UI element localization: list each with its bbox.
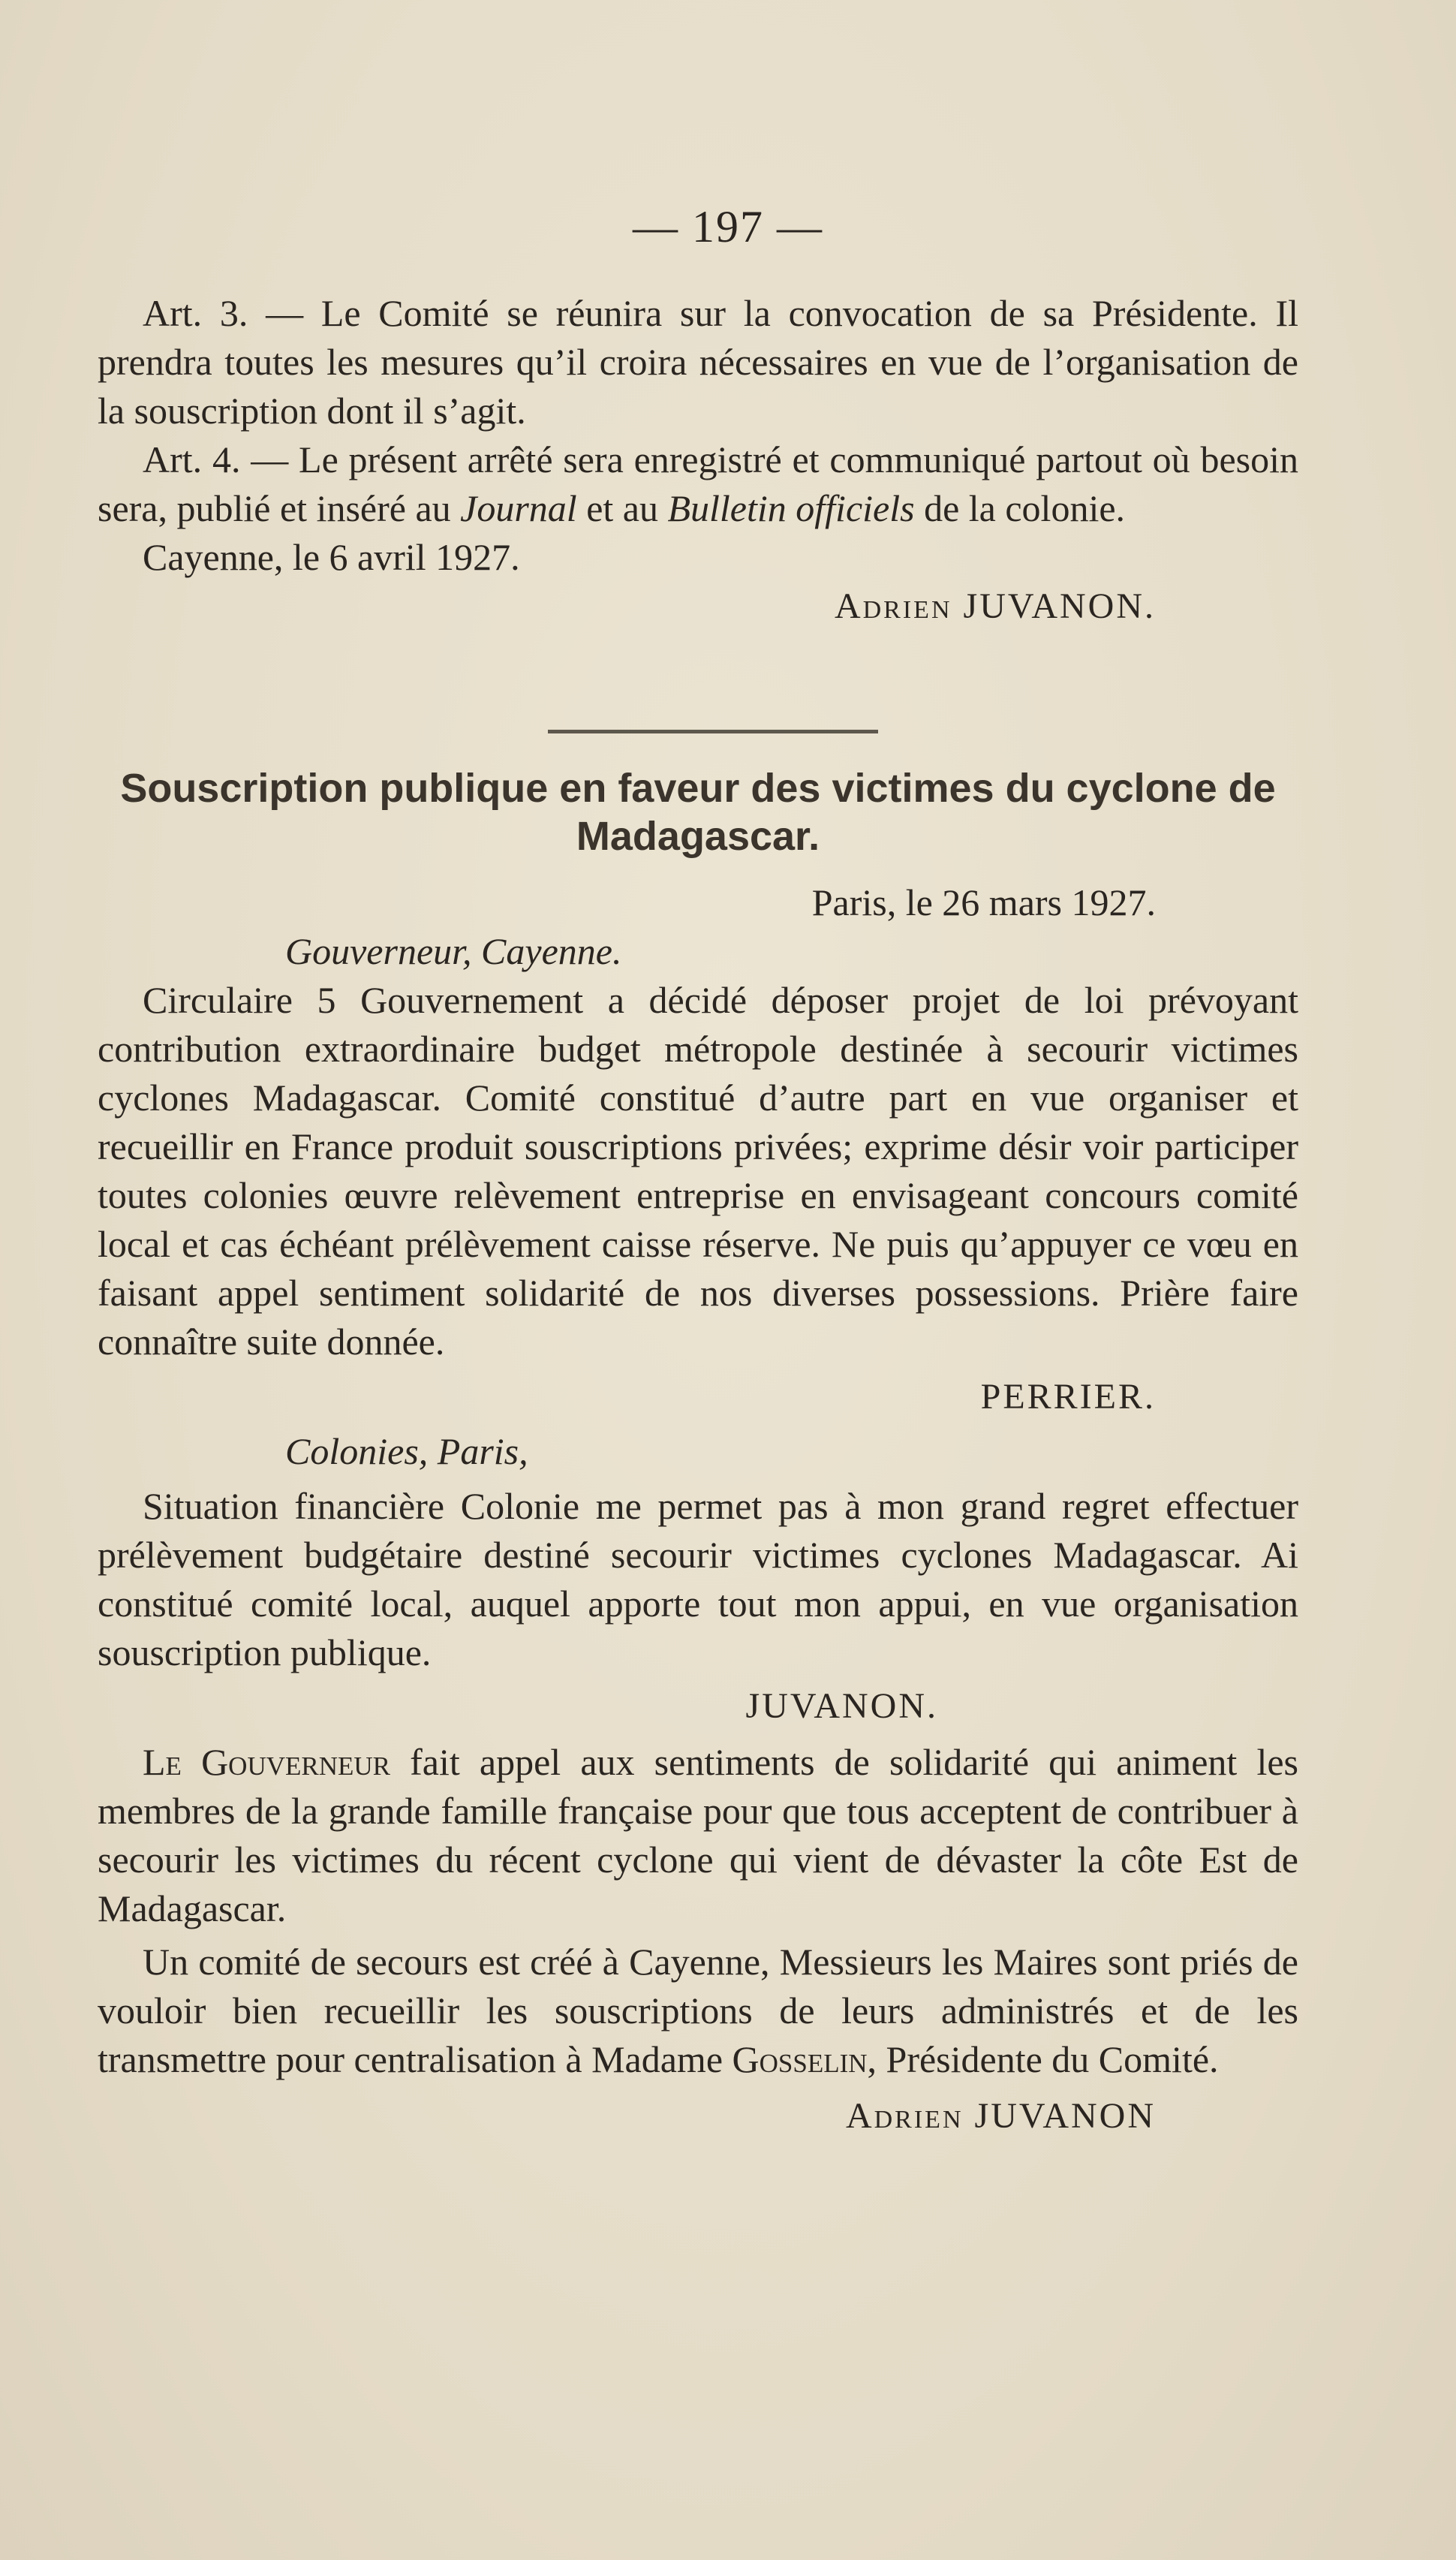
paris-date: Paris, le 26 mars 1927. — [811, 881, 1156, 923]
signature-juvanon-3: Adrien JUVANON — [845, 2096, 1156, 2136]
article-4-text: Art. 4. — Le présent arrêté sera enregistré et communiqué partout où besoin sera, publié et inséré au — [98, 438, 1298, 529]
articles-block — [98, 289, 1298, 631]
signature-perrier: PERRIER. — [980, 1377, 1156, 1417]
signature-juvanon-2: JUVANON. — [745, 1686, 938, 1726]
addressee-cayenne: Gouverneur, Cayenne. — [285, 930, 622, 972]
separator-rule — [548, 730, 878, 733]
section-heading: Souscription publique en faveur des victimes du cyclone de Madagascar. — [120, 766, 1276, 859]
comite-text-b: , Présidente du Comité. — [867, 2038, 1219, 2080]
article-4-text-c: de la colonie. — [914, 487, 1126, 529]
situation-text: Situation financière Colonie me permet pas à mon grand regret effectuer prélèvement budgétaire destiné secourir victimes cyclones Madagascar. Ai constitué comité local, auquel apporte tout mon appui, en vue organisation souscription publique. — [98, 1485, 1298, 1673]
article-4 — [98, 435, 1298, 533]
comite-text: Un comité de secours est créé à Cayenne, Messieurs les Maires sont priés de vouloir bien recueillir les souscriptions de leurs administrés et de les transmettre pour centralisation à Madame — [98, 1941, 1298, 2080]
bulletin-title: Bulletin officiels — [667, 487, 915, 529]
page-number: — 197 — — [633, 202, 823, 251]
dispatch-block — [98, 878, 1298, 2140]
addressee-paris: Colonies, Paris, — [285, 1430, 528, 1472]
gouverneur-lead: Le Gouverneur — [143, 1741, 390, 1783]
comite-paragraph — [98, 1938, 1298, 2084]
gouverneur-paragraph — [98, 1738, 1298, 1933]
article-4-text-b: et au — [576, 487, 668, 529]
gosselin-name: Gosselin — [732, 2038, 868, 2080]
article-3: Art. 3. — Le Comité se réunira sur la convocation de sa Présidente. Il prendra toutes les mesures qu’il croira nécessaires en vue de l’organisation de la souscription dont il s’agit. — [98, 292, 1298, 432]
journal-title: Journal — [460, 487, 577, 529]
gouverneur-text: fait appel aux sentiments de solidarité qui animent les membres de la grande famille française pour que tous acceptent de contribuer à secourir les victimes du récent cyclone qui vient de dévaster la côte Est de Madagascar. — [98, 1741, 1298, 1929]
circular-text: Circulaire 5 Gouvernement a décidé déposer projet de loi prévoyant contribution extraordinaire budget métropole destinée à secourir victimes cyclones Madagascar. Comité constitué d’autre part en vue organiser et recueillir en France produit souscriptions privées; exprime désir voir participer toutes colonies œuvre relèvement entreprise en envisageant concours comité local et cas échéant prélèvement caisse réserve. Ne puis qu’appuyer ce vœu en faisant appel sentiment solidarité de nos diverses possessions. Prière faire connaître suite donnée. — [98, 979, 1298, 1363]
signature-juvanon-1: Adrien JUVANON. — [834, 586, 1156, 626]
date-line: Cayenne, le 6 avril 1927. — [143, 536, 520, 578]
